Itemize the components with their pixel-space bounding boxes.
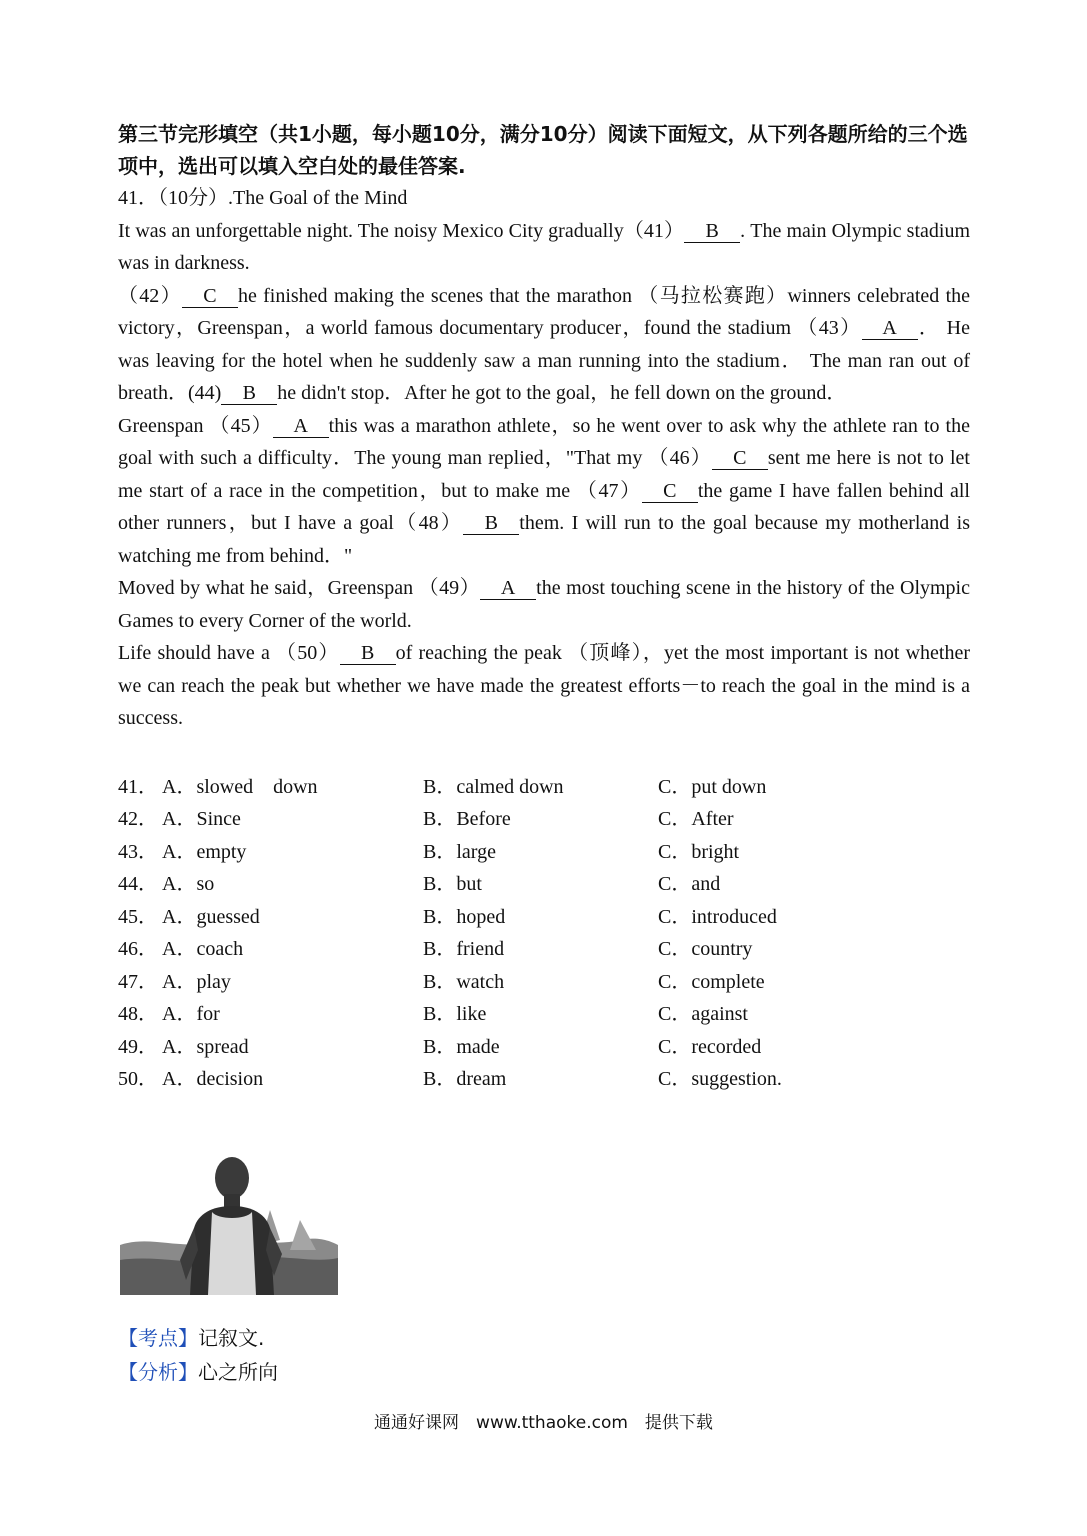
option-row xyxy=(118,1063,970,1096)
option-b: B．like xyxy=(423,1003,487,1025)
question-title: 41．（10分）.The Goal of the Mind xyxy=(118,187,408,209)
kaodian-tag: 【考点】 xyxy=(118,1326,198,1350)
option-a: A．Since xyxy=(162,808,241,830)
option-c: C．put down xyxy=(658,775,767,798)
passage-paragraph-4 xyxy=(118,572,970,637)
passage-text: sent me here is not to let me start of a race in the competition，but to make me （47） xyxy=(118,447,970,502)
option-b: B．watch xyxy=(423,970,505,993)
option-number: 46． xyxy=(118,938,158,960)
passage-text: Greenspan （45） xyxy=(118,414,273,437)
kaodian-text: 记叙文. xyxy=(198,1326,265,1350)
option-c: C．complete xyxy=(658,970,765,993)
options-list xyxy=(118,771,970,1096)
fenxi-text: 心之所向 xyxy=(198,1359,278,1384)
option-c: C．recorded xyxy=(658,1035,762,1058)
passage-paragraph-2 xyxy=(118,280,970,410)
page-footer: 通通好课网 www.tthaoke.com 提供下载 xyxy=(374,1413,713,1433)
answer-blank-46: C xyxy=(712,447,768,470)
option-b: B．but xyxy=(423,873,482,895)
passage-text: . The main Olympic stadium was in darkness. xyxy=(118,219,971,274)
option-number: 43． xyxy=(118,840,158,863)
option-number: 50． xyxy=(118,1068,158,1090)
option-b: B．calmed down xyxy=(423,775,564,798)
option-number: 42． xyxy=(118,808,158,830)
answer-blank-42: C xyxy=(182,285,238,308)
option-row xyxy=(118,998,970,1031)
option-row xyxy=(118,1031,970,1064)
kaodian-line xyxy=(118,1322,278,1356)
passage-text: Life should have a （50） xyxy=(118,642,340,664)
passage-paragraph-1 xyxy=(118,215,970,280)
option-number: 47． xyxy=(118,970,158,993)
option-b: B．Before xyxy=(423,808,511,830)
answer-blank-43: A xyxy=(862,317,918,340)
option-a: A．spread xyxy=(162,1035,249,1058)
option-number: 48． xyxy=(118,1003,158,1025)
option-a: A．empty xyxy=(162,840,247,863)
option-c: C．and xyxy=(658,873,721,895)
option-b: B．friend xyxy=(423,938,505,960)
answer-blank-49: A xyxy=(480,577,536,600)
passage-text: of reaching the peak （顶峰），yet the most important is not whether we can reach the peak but whether we have made the greatest efforts－to reach the goal in the mind is a success. xyxy=(118,642,970,729)
fenxi-line xyxy=(118,1356,278,1390)
option-a: A．so xyxy=(162,873,215,895)
answer-blank-47: C xyxy=(642,480,698,503)
option-a: A．play xyxy=(162,970,231,993)
passage-text: he finished making the scenes that the marathon （马拉松赛跑）winners celebrated the victory，Greenspan，a world famous documentary producer，found the stadium （43） xyxy=(118,284,971,339)
answer-blank-50: B xyxy=(340,642,396,665)
athlete-photo xyxy=(120,1150,338,1295)
answer-blank-48: B xyxy=(463,512,519,535)
option-c: C．against xyxy=(658,1003,748,1025)
option-c: C．bright xyxy=(658,840,740,863)
passage-text: this was a marathon athlete，so he went over to ask why the athlete ran to the goal with such a difficulty．The young man replied，"That my （46） xyxy=(118,414,970,469)
option-a: A．for xyxy=(162,1003,220,1025)
passage-paragraph-3 xyxy=(118,410,970,573)
passage-text: （42） xyxy=(118,284,182,307)
option-row xyxy=(118,966,970,999)
option-number: 49． xyxy=(118,1035,158,1058)
option-c: C．country xyxy=(658,938,753,960)
option-number: 41． xyxy=(118,775,158,798)
option-b: B．made xyxy=(423,1035,500,1058)
option-a: A．slowed down xyxy=(162,775,318,798)
passage-text: ． He was leaving for the hotel when he suddenly saw a man running into the stadium． The man ran out of breath．(44) xyxy=(118,317,971,404)
option-c: C．After xyxy=(658,808,734,830)
option-row xyxy=(118,933,970,966)
analysis-section xyxy=(118,1322,278,1389)
passage-text: them. I will run to the goal because my motherland is watching me from behind．" xyxy=(118,512,970,567)
option-row xyxy=(118,836,970,869)
option-number: 44． xyxy=(118,873,158,895)
option-row xyxy=(118,868,970,901)
passage-text: the game I have fallen behind all other runners，but I have a goal（48） xyxy=(118,479,970,534)
answer-blank-41: B xyxy=(684,220,740,243)
passage-text: he didn't stop．After he got to the goal，he fell down on the ground． xyxy=(277,382,847,404)
option-a: A．coach xyxy=(162,938,244,960)
option-b: B．hoped xyxy=(423,905,506,928)
option-c: C．suggestion. xyxy=(658,1068,782,1090)
section-heading: 第三节完形填空（共1小题，每小题10分，满分10分）阅读下面短文，从下列各题所给的三个选项中，选出可以填入空白处的最佳答案. xyxy=(118,122,968,178)
option-row xyxy=(118,901,970,934)
option-b: B．dream xyxy=(423,1068,507,1090)
passage-text: Moved by what he said，Greenspan （49） xyxy=(118,577,481,599)
answer-blank-45: A xyxy=(273,415,329,438)
passage-text: It was an unforgettable night. The noisy Mexico City gradually（41） xyxy=(118,219,685,242)
option-a: A．decision xyxy=(162,1068,264,1090)
option-number: 45． xyxy=(118,905,158,928)
document-body xyxy=(118,118,970,1096)
option-b: B．large xyxy=(423,840,496,863)
option-c: C．introduced xyxy=(658,905,777,928)
option-a: A．guessed xyxy=(162,905,260,928)
passage-paragraph-5 xyxy=(118,637,970,735)
option-row xyxy=(118,771,970,804)
option-row xyxy=(118,803,970,836)
fenxi-tag: 【分析】 xyxy=(118,1359,198,1384)
answer-blank-44: B xyxy=(221,382,277,405)
passage-text: the most touching scene in the history of the Olympic Games to every Corner of the world. xyxy=(118,577,970,632)
